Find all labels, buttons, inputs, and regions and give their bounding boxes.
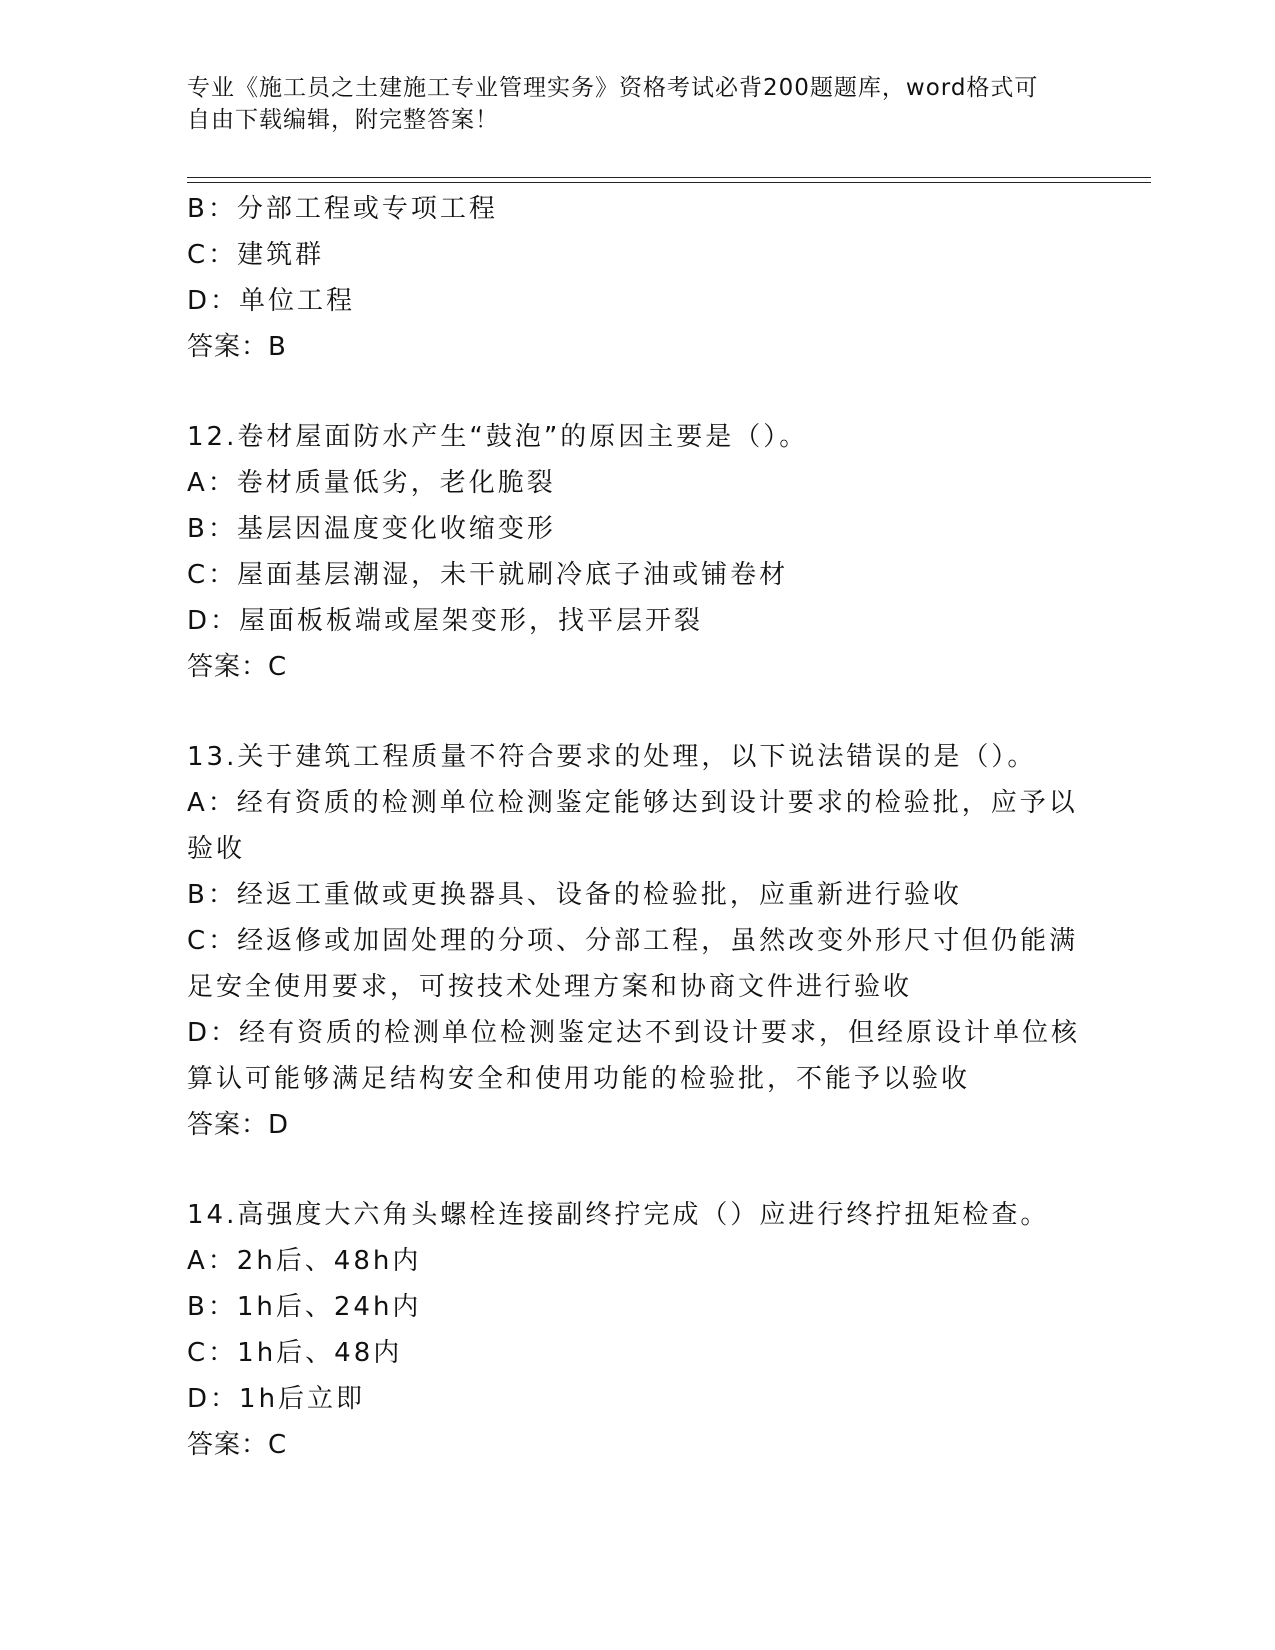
question-text: 14.高强度大六角头螺栓连接副终拧完成（）应进行终拧扭矩检查。 xyxy=(187,1200,1050,1230)
option-d-line-2: 算认可能够满足结构安全和使用功能的检验批，不能予以验收 xyxy=(187,1064,971,1094)
option-b: B：分部工程或专项工程 xyxy=(187,194,498,224)
option-b: B：1h后、24h内 xyxy=(187,1292,422,1322)
answer: 答案：B xyxy=(187,332,287,362)
option-d: D：1h后立即 xyxy=(187,1384,366,1414)
question-text: 13.关于建筑工程质量不符合要求的处理，以下说法错误的是（）。 xyxy=(187,742,1037,772)
header-line-2: 自由下载编辑，附完整答案！ xyxy=(187,107,499,133)
option-b: B：经返工重做或更换器具、设备的检验批，应重新进行验收 xyxy=(187,880,962,910)
question-12 xyxy=(187,414,1077,690)
question-13 xyxy=(187,734,1081,1148)
option-c-line-2: 足安全使用要求，可按技术处理方案和协商文件进行验收 xyxy=(187,972,913,1002)
option-c-line-1: C：经返修或加固处理的分项、分部工程，虽然改变外形尺寸但仍能满 xyxy=(187,926,1079,956)
header-divider-top xyxy=(187,177,1151,178)
option-a: A：2h后、48h内 xyxy=(187,1246,422,1276)
option-a-line-2: 验收 xyxy=(187,834,246,864)
option-d: D：屋面板板端或屋架变形，找平层开裂 xyxy=(187,606,704,636)
document-header xyxy=(187,72,1067,136)
document-body xyxy=(187,186,1081,1468)
option-b: B：基层因温度变化收缩变形 xyxy=(187,514,556,544)
option-c: C：1h后、48内 xyxy=(187,1338,403,1368)
option-c: C：建筑群 xyxy=(187,240,325,270)
answer: 答案：C xyxy=(187,1430,288,1460)
option-d-line-1: D：经有资质的检测单位检测鉴定达不到设计要求，但经原设计单位核 xyxy=(187,1018,1081,1048)
header-divider-bottom xyxy=(187,182,1151,183)
option-c: C：屋面基层潮湿，未干就刷冷底子油或铺卷材 xyxy=(187,560,789,590)
question-11-continued xyxy=(187,186,1077,370)
option-d: D：单位工程 xyxy=(187,286,356,316)
spacer xyxy=(187,690,1077,734)
spacer xyxy=(187,1148,1077,1192)
spacer xyxy=(187,370,1077,414)
answer: 答案：C xyxy=(187,652,288,682)
answer: 答案：D xyxy=(187,1110,290,1140)
option-a-line-1: A：经有资质的检测单位检测鉴定能够达到设计要求的检验批，应予以 xyxy=(187,788,1078,818)
question-text: 12.卷材屋面防水产生“鼓泡”的原因主要是（）。 xyxy=(187,422,809,452)
header-line-1: 专业《施工员之土建施工专业管理实务》资格考试必背200题题库，word格式可 xyxy=(187,75,1039,101)
option-a: A：卷材质量低劣，老化脆裂 xyxy=(187,468,556,498)
question-14 xyxy=(187,1192,1077,1468)
